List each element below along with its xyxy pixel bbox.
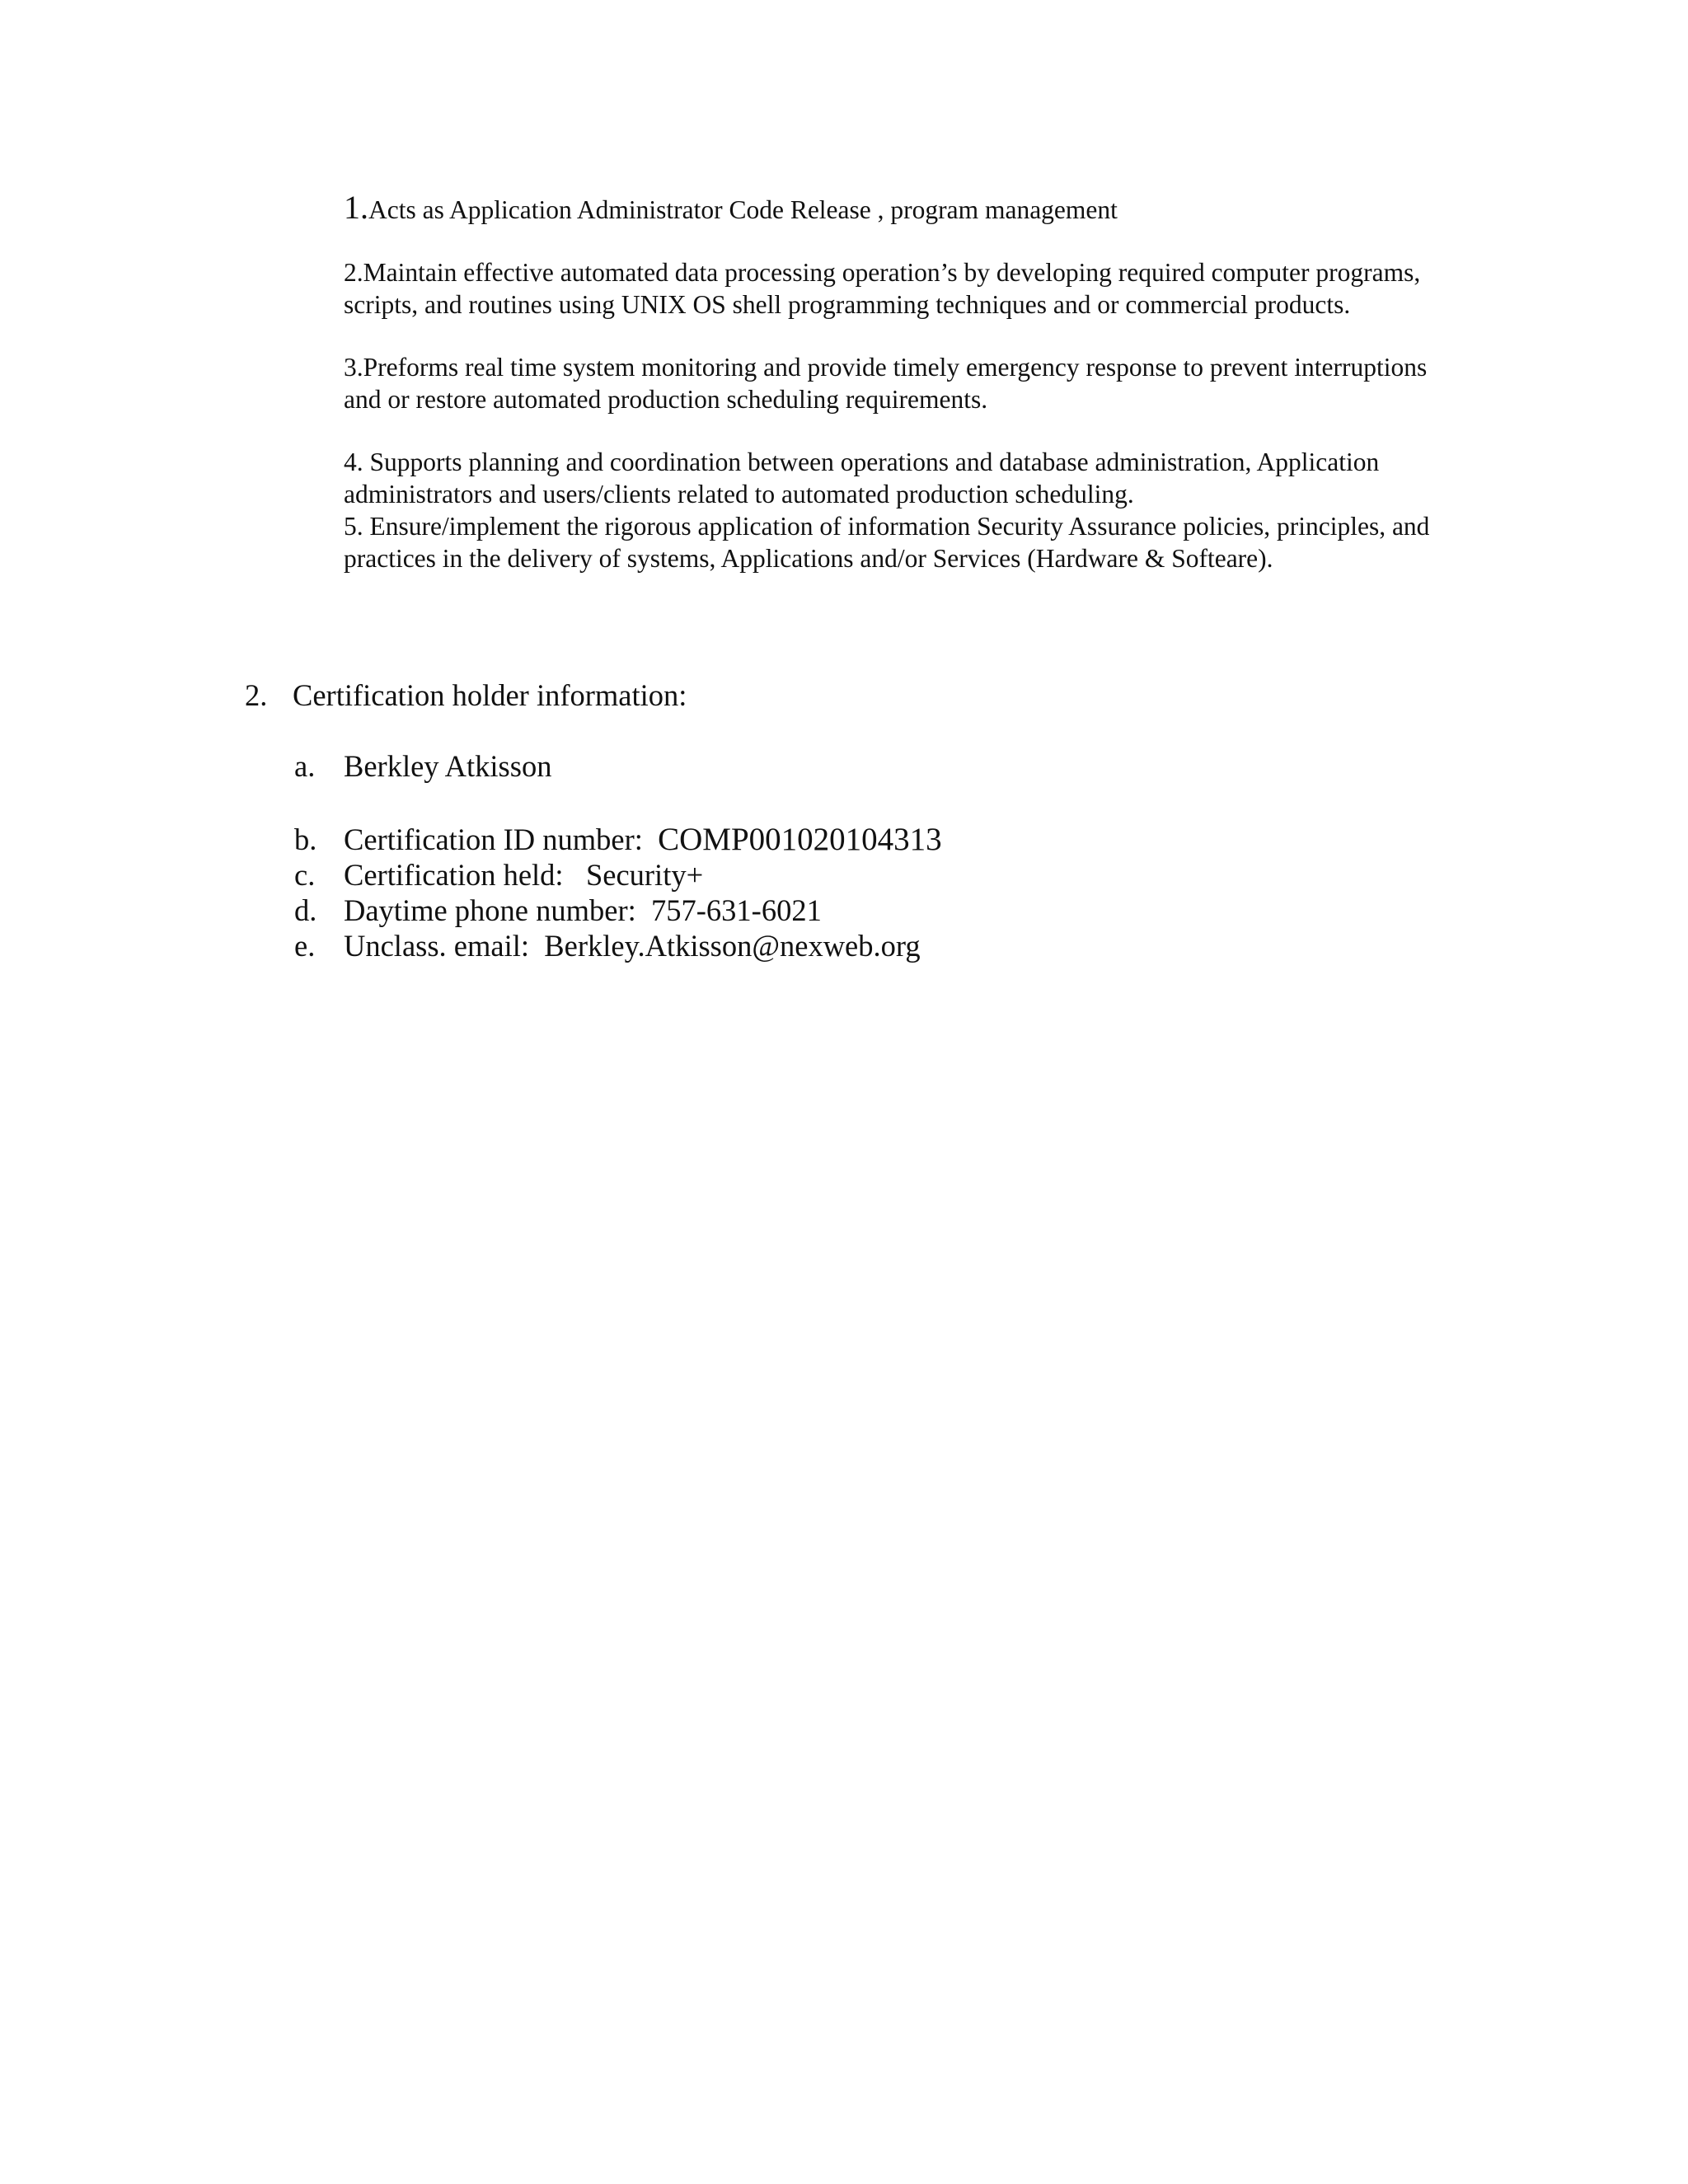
- unclass-email-value: Berkley.Atkisson@nexweb.org: [544, 929, 921, 963]
- section-heading: [245, 677, 1481, 714]
- item-letter: b.: [294, 823, 317, 856]
- duty-text: Acts as Application Administrator Code Release , program management: [368, 195, 1118, 224]
- daytime-phone-label: Daytime phone number:: [344, 893, 636, 927]
- section-title: Certification holder information:: [293, 678, 687, 712]
- holder-name-value: Berkley Atkisson: [344, 749, 552, 783]
- certification-held-label: Certification held:: [344, 858, 564, 892]
- certification-section: [245, 677, 1481, 963]
- daytime-phone: [294, 893, 1481, 928]
- item-letter: a.: [294, 749, 316, 783]
- duty-item-4: 4. Supports planning and coordination between operations and database administration, Application administrators and users/clients related to automated production scheduling.: [344, 448, 1380, 509]
- item-letter: d.: [294, 893, 317, 927]
- duty-number: 1.: [344, 189, 368, 226]
- certification-id: [294, 822, 1481, 857]
- certification-details: [245, 748, 1481, 963]
- duty-item-2: 2.Maintain effective automated data processing operation’s by developing required computer programs, scripts, and routines using UNIX OS shell programming techniques and or commercial products.: [344, 258, 1421, 319]
- item-letter: e.: [294, 929, 316, 963]
- unclass-email: [294, 928, 1481, 963]
- duty-item-5: 5. Ensure/implement the rigorous application of information Security Assurance policies, principles, and practices in the delivery of systems, Applications and/or Services (Hardware & Softeare).: [344, 512, 1430, 573]
- duties-list: [344, 191, 1448, 574]
- certification-id-label: Certification ID number:: [344, 823, 643, 856]
- daytime-phone-value: 757-631-6021: [651, 893, 822, 927]
- duty-item-3: 3.Preforms real time system monitoring and provide timely emergency response to prevent interruptions and or restore automated production scheduling requirements.: [344, 353, 1428, 414]
- section-number: 2.: [245, 678, 268, 712]
- certification-held-value: Security+: [585, 858, 704, 892]
- item-letter: c.: [294, 858, 316, 892]
- certification-held: [294, 857, 1481, 893]
- unclass-email-label: Unclass. email:: [344, 929, 530, 963]
- holder-name: [294, 748, 1481, 784]
- certification-id-value: COMP001020104313: [658, 822, 942, 857]
- duty-item-1: [344, 191, 1448, 226]
